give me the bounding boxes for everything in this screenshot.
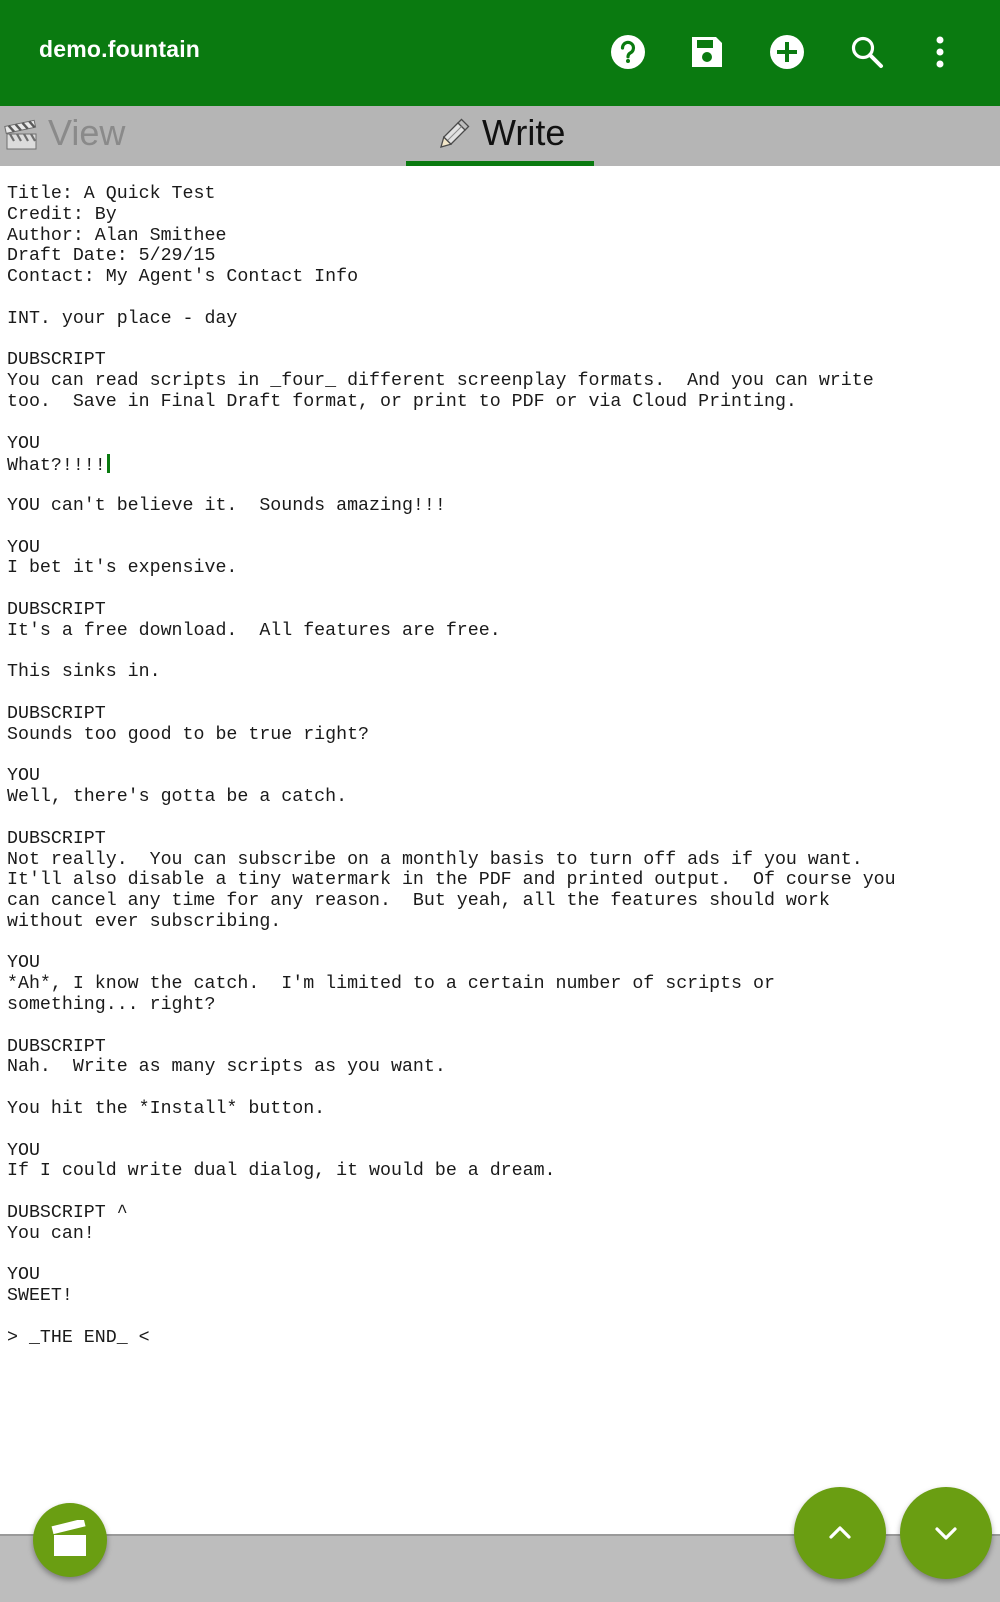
script-line: without ever subscribing. bbox=[7, 911, 282, 932]
script-line: YOU bbox=[7, 433, 40, 454]
script-line bbox=[7, 1078, 990, 1099]
script-line bbox=[7, 330, 990, 351]
clapperboard-icon bbox=[50, 1520, 90, 1560]
add-button[interactable] bbox=[759, 24, 815, 80]
more-options-button[interactable] bbox=[920, 24, 960, 80]
script-line bbox=[7, 1016, 990, 1037]
chevron-down-icon bbox=[932, 1519, 960, 1547]
script-line: It's a free download. All features are free. bbox=[7, 620, 501, 641]
scroll-up-button[interactable] bbox=[794, 1487, 886, 1579]
search-icon bbox=[850, 35, 884, 69]
script-line: can cancel any time for any reason. But yeah, all the features should work bbox=[7, 891, 830, 912]
tab-selected-indicator bbox=[406, 161, 594, 166]
script-line: DUBSCRIPT bbox=[7, 828, 106, 849]
script-line: What?!!!! bbox=[7, 454, 990, 475]
script-line: YOU bbox=[7, 953, 40, 974]
script-line bbox=[7, 1120, 990, 1141]
script-line: DUBSCRIPT bbox=[7, 350, 106, 371]
script-line: YOU bbox=[7, 537, 40, 558]
chevron-up-icon bbox=[826, 1519, 854, 1547]
save-icon bbox=[690, 35, 724, 69]
tab-write[interactable] bbox=[406, 106, 594, 166]
document-title: demo.fountain bbox=[39, 36, 201, 62]
script-line: YOU can't believe it. Sounds amazing!!! bbox=[7, 495, 446, 516]
script-line: I bet it's expensive. bbox=[7, 558, 238, 579]
script-line: > _THE END_ < bbox=[7, 1327, 150, 1348]
script-line: If I could write dual dialog, it would be a dream. bbox=[7, 1161, 556, 1182]
script-line: Sounds too good to be true right? bbox=[7, 724, 370, 745]
script-line: Title: A Quick Test bbox=[7, 184, 216, 204]
script-line: Not really. You can subscribe on a monthly basis to turn off ads if you want. bbox=[7, 849, 863, 870]
script-line: YOU bbox=[7, 1140, 40, 1161]
script-line: YOU bbox=[7, 766, 40, 787]
script-line: something... right? bbox=[7, 995, 216, 1016]
script-line: SWEET! bbox=[7, 1286, 73, 1307]
script-editor[interactable] bbox=[7, 184, 990, 1349]
script-line: DUBSCRIPT bbox=[7, 599, 106, 620]
script-line: This sinks in. bbox=[7, 662, 161, 683]
script-line: Credit: By bbox=[7, 204, 117, 225]
tab-view-label: View bbox=[48, 112, 126, 153]
script-line: DUBSCRIPT bbox=[7, 703, 106, 724]
tab-write-label: Write bbox=[482, 112, 566, 153]
script-line: It'll also disable a tiny watermark in the PDF and printed output. Of course you bbox=[7, 870, 896, 891]
more-vert-icon bbox=[935, 36, 945, 68]
script-line bbox=[7, 413, 990, 434]
script-line: Author: Alan Smithee bbox=[7, 225, 227, 246]
script-line: You can read scripts in _four_ different screenplay formats. And you can write bbox=[7, 371, 874, 392]
script-line bbox=[7, 579, 990, 600]
script-line bbox=[7, 517, 990, 538]
script-line bbox=[7, 642, 990, 663]
script-line bbox=[7, 1245, 990, 1266]
tab-view[interactable] bbox=[0, 106, 200, 166]
script-line bbox=[7, 1307, 990, 1328]
script-line: DUBSCRIPT ^ bbox=[7, 1203, 128, 1224]
clapperboard-icon bbox=[4, 118, 38, 152]
script-line: Nah. Write as many scripts as you want. bbox=[7, 1057, 446, 1078]
script-line bbox=[7, 746, 990, 767]
script-line bbox=[7, 683, 990, 704]
preview-fab-button[interactable] bbox=[33, 1503, 107, 1577]
script-line bbox=[7, 475, 990, 496]
script-line bbox=[7, 1182, 990, 1203]
help-button[interactable] bbox=[600, 24, 656, 80]
script-line: Well, there's gotta be a catch. bbox=[7, 787, 348, 808]
script-line: Draft Date: 5/29/15 bbox=[7, 246, 216, 267]
text-cursor bbox=[107, 454, 110, 473]
search-button[interactable] bbox=[839, 24, 895, 80]
script-line: YOU bbox=[7, 1265, 40, 1286]
save-button[interactable] bbox=[679, 24, 735, 80]
script-line bbox=[7, 933, 990, 954]
script-line: INT. your place - day bbox=[7, 308, 238, 329]
script-line bbox=[7, 808, 990, 829]
script-line: too. Save in Final Draft format, or print to PDF or via Cloud Printing. bbox=[7, 391, 797, 412]
script-line: *Ah*, I know the catch. I'm limited to a certain number of scripts or bbox=[7, 974, 775, 995]
app-bar bbox=[0, 0, 1000, 106]
help-circle-icon bbox=[610, 34, 646, 70]
scroll-down-button[interactable] bbox=[900, 1487, 992, 1579]
script-line: You hit the *Install* button. bbox=[7, 1099, 326, 1120]
script-line bbox=[7, 288, 990, 309]
pencil-icon bbox=[434, 116, 472, 154]
script-line: You can! bbox=[7, 1223, 95, 1244]
tab-bar bbox=[0, 106, 1000, 166]
script-line: DUBSCRIPT bbox=[7, 1036, 106, 1057]
add-circle-icon bbox=[769, 34, 805, 70]
script-line: Contact: My Agent's Contact Info bbox=[7, 267, 359, 288]
